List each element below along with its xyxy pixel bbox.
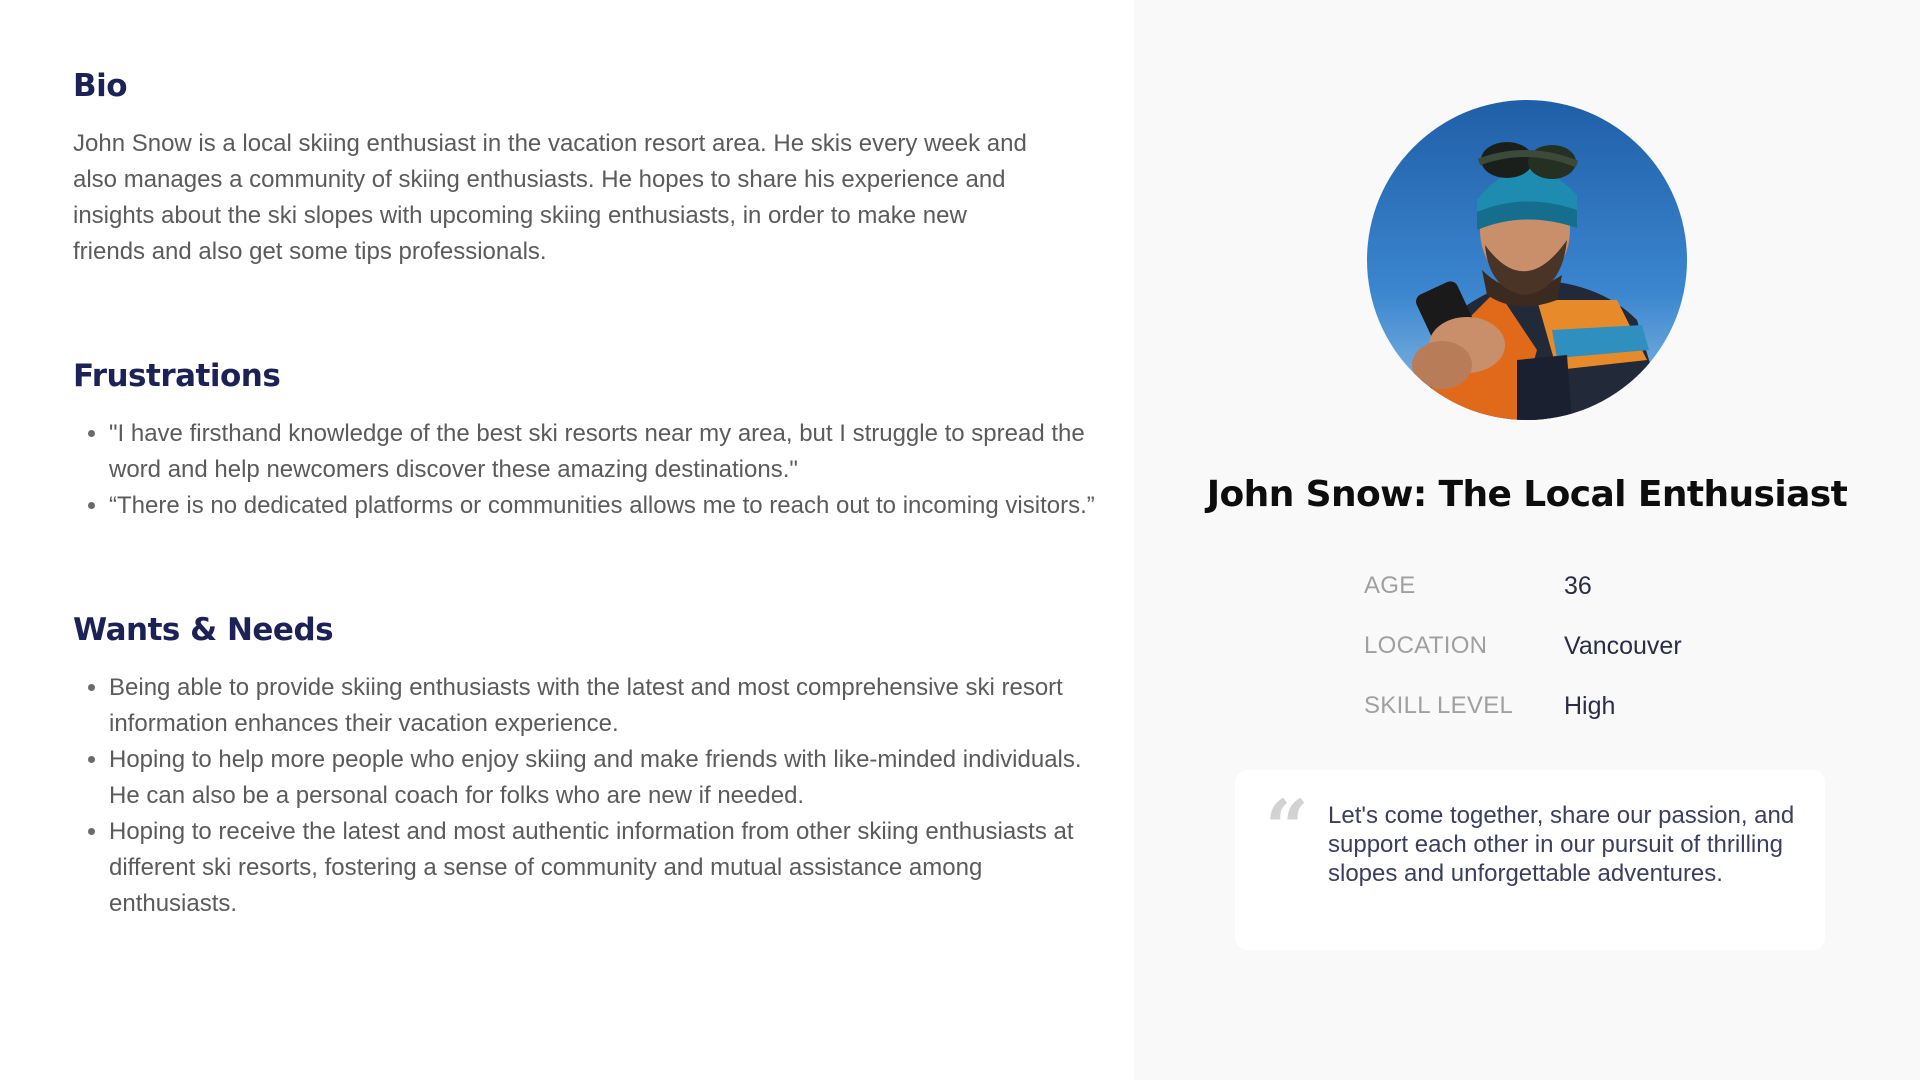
persona-name: John Snow: The Local Enthusiast <box>1206 474 1848 515</box>
list-item: • "I have firsthand knowledge of the best ski resorts near my area, but I struggle to spread the word and help newcomers discover these amazing destinations." <box>109 416 1109 488</box>
fact-row-age <box>1364 556 1682 616</box>
bio-heading: Bio <box>73 68 128 104</box>
wants-needs-list <box>73 670 1082 922</box>
list-item: • Hoping to receive the latest and most authentic information from other skiing enthusiasts at different ski resorts, fostering a sense of community and mutual assistance among enthusiasts. <box>109 814 1109 922</box>
bio-text: John Snow is a local skiing enthusiast in the vacation resort area. He skis every week and also manages a community of skiing enthusiasts. He hopes to share his experience and insights about the ski slopes with upcoming skiing enthusiasts, in order to make new friends and also get some tips professionals. <box>73 130 1027 265</box>
quote-text: Let's come together, share our passion, and support each other in our pursuit of thrilling slopes and unforgettable adventures. <box>1328 802 1795 887</box>
fact-label: AGE <box>1364 572 1416 599</box>
quote-icon: “ <box>1265 783 1309 872</box>
frustrations-section <box>73 356 1095 524</box>
list-item: • Being able to provide skiing enthusiasts with the latest and most comprehensive ski resort information enhances their vacation experience. <box>109 670 1109 742</box>
avatar <box>1367 100 1687 420</box>
wants-needs-section <box>73 610 1082 922</box>
list-item: • “There is no dedicated platforms or communities allows me to reach out to incoming visitors.” <box>109 488 1109 524</box>
quote-card <box>1235 770 1825 950</box>
frustrations-heading: Frustrations <box>73 358 281 394</box>
skier-photo-avatar-icon <box>1367 100 1687 420</box>
fact-row-skill-level <box>1364 676 1682 736</box>
fact-value: Vancouver <box>1564 631 1682 660</box>
frustrations-list <box>73 416 1095 524</box>
wants-needs-heading: Wants & Needs <box>73 612 334 648</box>
persona-facts <box>1364 556 1682 736</box>
fact-row-location <box>1364 616 1682 676</box>
bio-section <box>73 66 1053 270</box>
fact-label: SKILL LEVEL <box>1364 692 1514 719</box>
fact-value: High <box>1564 691 1616 720</box>
persona-panel <box>1134 0 1920 1080</box>
fact-value: 36 <box>1564 571 1592 600</box>
fact-label: LOCATION <box>1364 632 1488 659</box>
list-item: • Hoping to help more people who enjoy skiing and make friends with like-minded individuals. He can also be a personal coach for folks who are new if needed. <box>109 742 1109 814</box>
